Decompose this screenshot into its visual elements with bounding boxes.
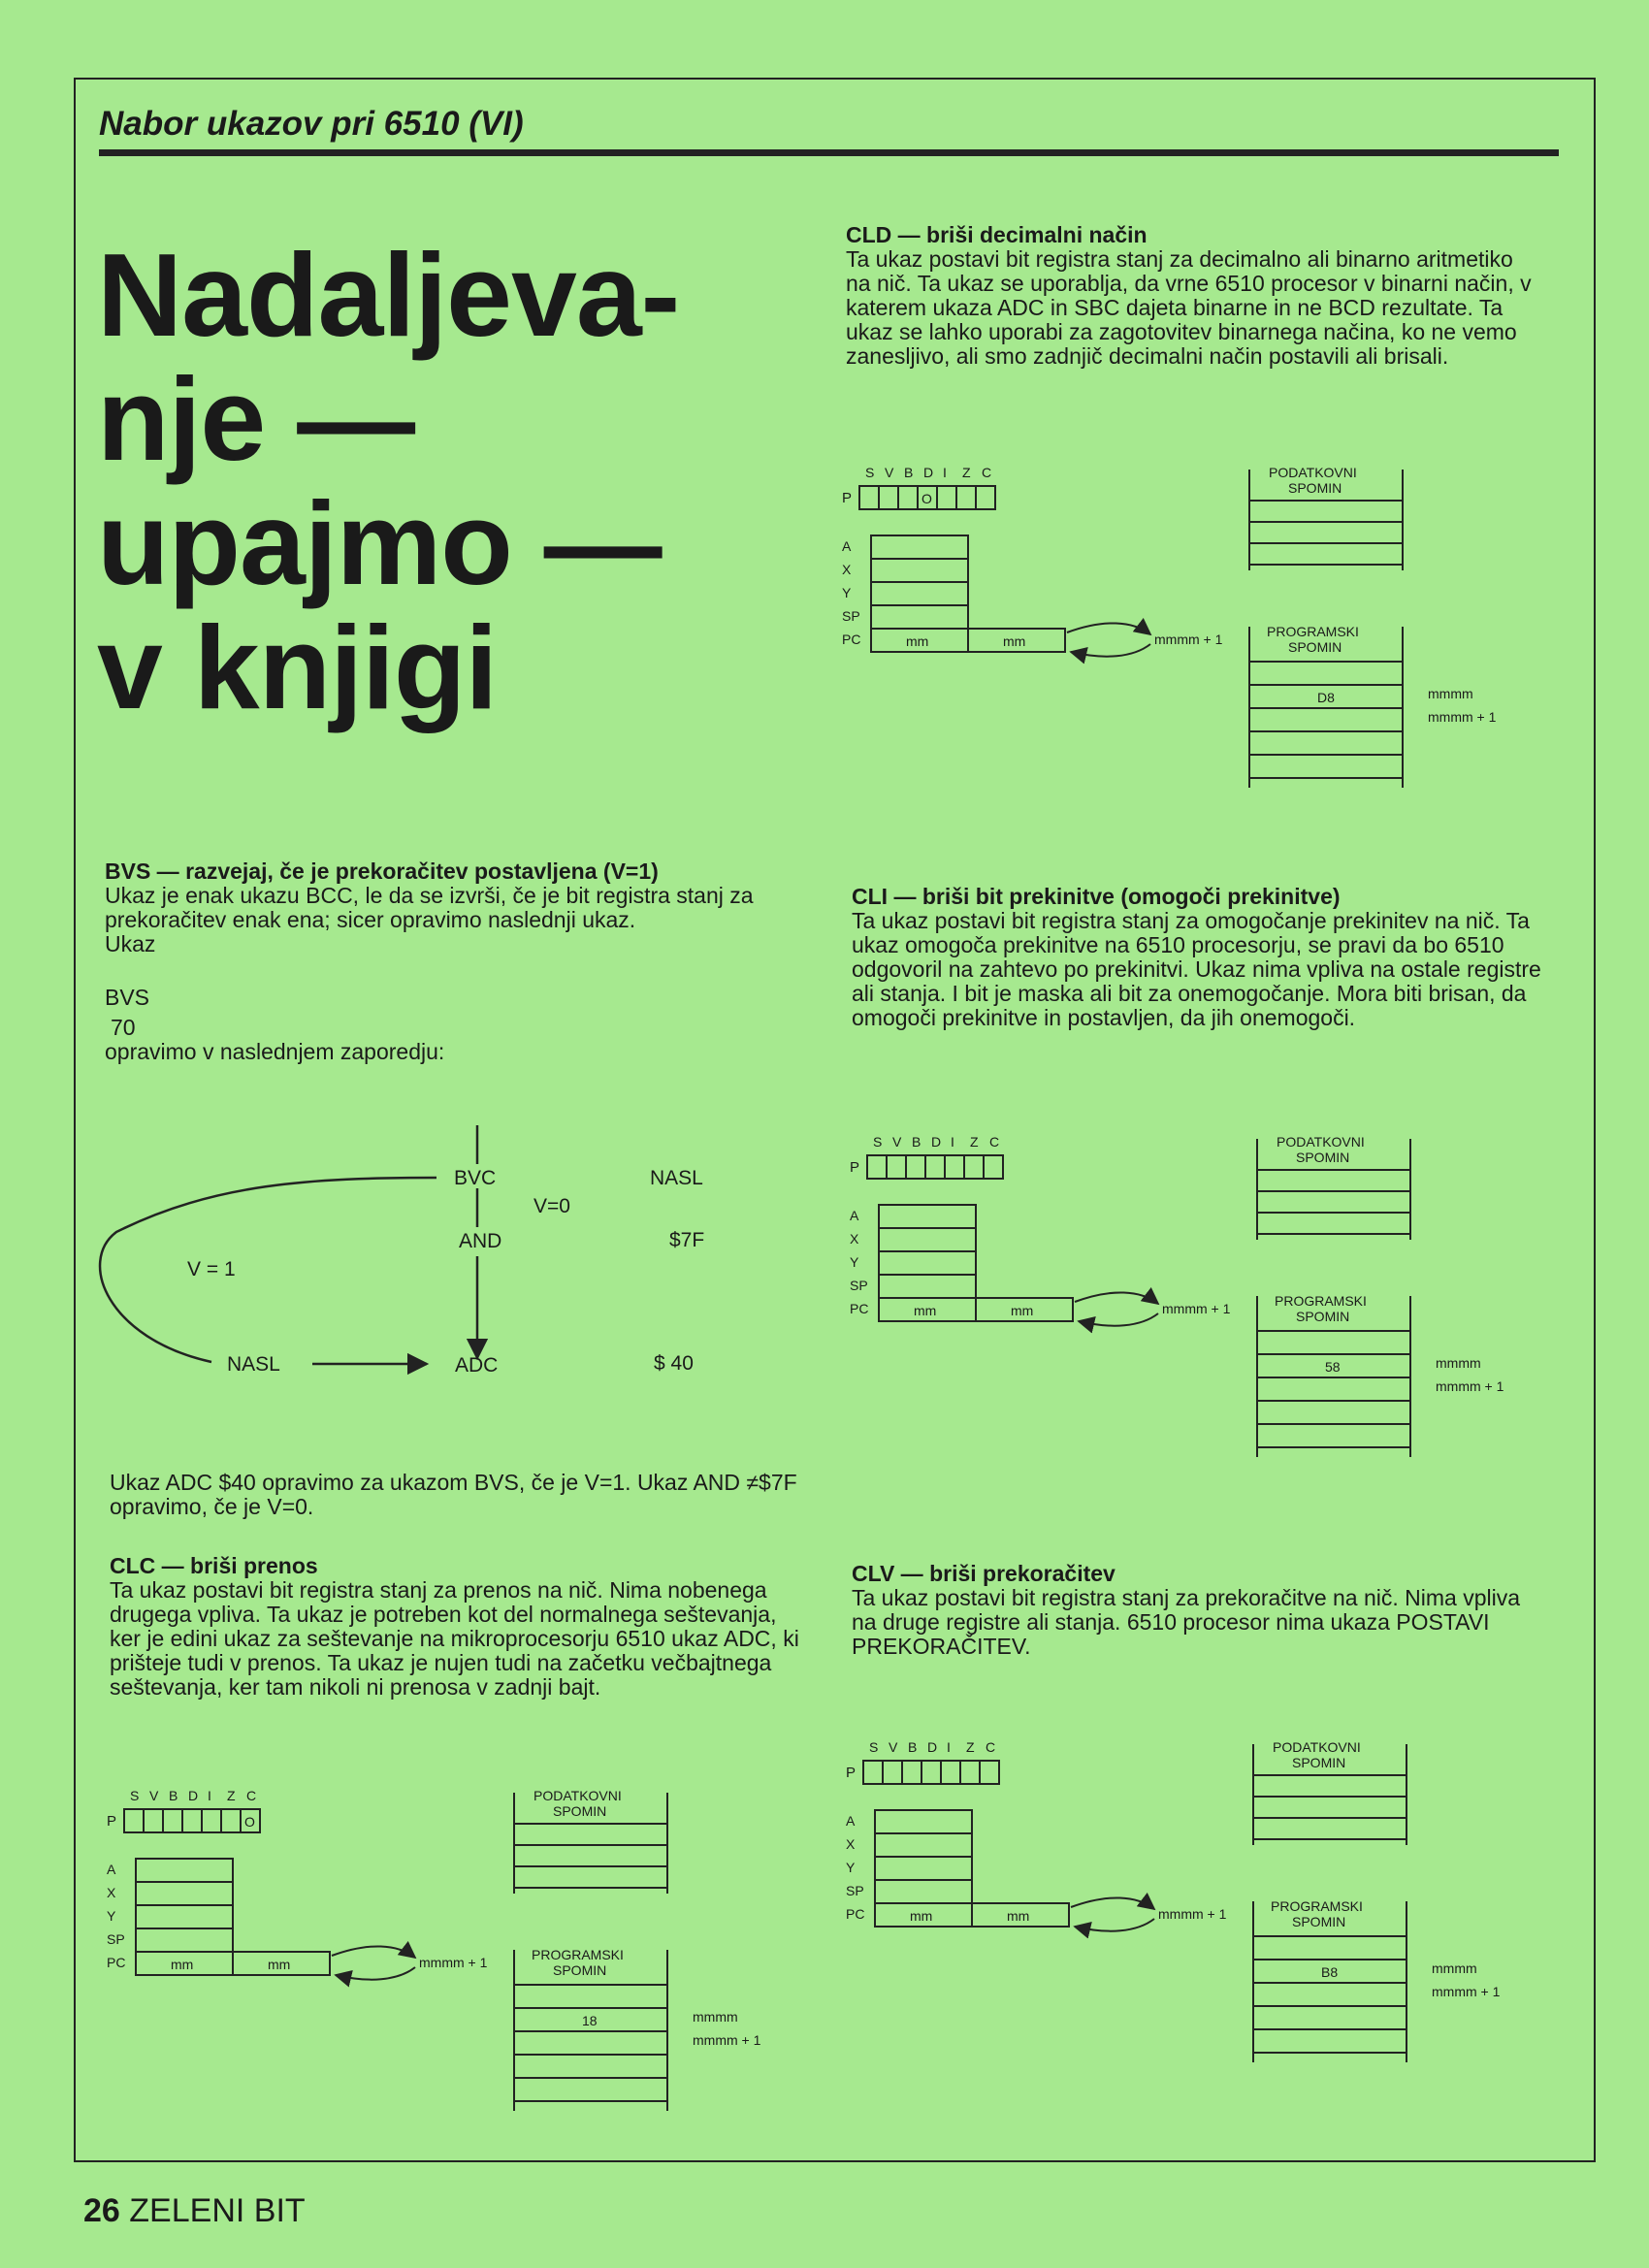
flag-label: I [208, 1788, 211, 1803]
status-bit-cell [937, 486, 956, 509]
register-label-pc: PC [107, 1955, 126, 1970]
register-cell [871, 605, 968, 629]
increment-arrow-out [332, 1946, 415, 1958]
pc-high: mm [910, 1908, 933, 1924]
register-label-y: Y [846, 1860, 856, 1875]
flag-label: C [246, 1788, 257, 1803]
register-cell [136, 1928, 233, 1952]
program-memory-label: PROGRAMSKI [1275, 1293, 1367, 1309]
register-label-pc: PC [850, 1301, 869, 1316]
status-bit-cell [221, 1809, 241, 1832]
increment-arrow-back [336, 1967, 415, 1980]
status-bit-cell [898, 486, 918, 509]
flag-label: D [923, 465, 934, 480]
cld-register-diagram [842, 462, 1540, 792]
status-bit-cell [202, 1809, 221, 1832]
address-label: mmmm [1436, 1355, 1481, 1371]
increment-arrow-back [1071, 644, 1150, 657]
register-label-a: A [850, 1208, 859, 1223]
main-title-line: upajmo — [97, 477, 662, 609]
register-label-p: P [842, 490, 853, 506]
flow-v1: V = 1 [187, 1258, 236, 1280]
flag-label: V [889, 1739, 898, 1755]
flow-adc: ADC [455, 1354, 499, 1377]
cld-section [846, 223, 1538, 369]
bvs-code-1: BVS [105, 985, 150, 1010]
flag-label: B [169, 1788, 178, 1803]
flag-label: C [982, 465, 992, 480]
register-cell [871, 582, 968, 605]
register-cell [136, 1905, 233, 1928]
register-label-p: P [107, 1813, 117, 1830]
pc-high: mm [171, 1957, 194, 1972]
status-bit-cell [182, 1809, 202, 1832]
register-cell [879, 1251, 976, 1275]
status-bit-cell [124, 1809, 144, 1832]
opcode-value: B8 [1321, 1964, 1339, 1980]
clv-section [852, 1562, 1544, 1659]
register-label-pc: PC [842, 632, 861, 647]
data-memory-sub: SPOMIN [1288, 480, 1342, 496]
status-bit-cell [941, 1761, 960, 1784]
increment-arrow-out [1075, 1292, 1158, 1304]
clc-section [110, 1554, 806, 1700]
flag-label: V [885, 465, 894, 480]
register-cell [136, 1859, 233, 1882]
header-rule [99, 149, 1559, 156]
cli-heading: CLI — briši bit prekinitve (omogoči prekinitve) [852, 884, 1341, 909]
status-bit-cell [887, 1155, 906, 1179]
register-label-x: X [107, 1885, 116, 1900]
main-title-line: nje — [97, 353, 415, 485]
data-memory-sub: SPOMIN [553, 1803, 607, 1819]
opcode-value: D8 [1317, 690, 1335, 705]
data-memory-sub: SPOMIN [1292, 1755, 1346, 1770]
flag-label: D [188, 1788, 199, 1803]
register-label-a: A [846, 1813, 856, 1829]
register-label-x: X [850, 1231, 859, 1247]
bvs-closing [110, 1471, 808, 1519]
address-next-label: mmmm + 1 [1436, 1378, 1504, 1394]
pc-increment-label: mmmm + 1 [419, 1955, 488, 1970]
page-number: 26 [83, 2192, 120, 2229]
increment-arrow-out [1071, 1897, 1154, 1909]
address-label: mmmm [1432, 1960, 1477, 1976]
register-cell [871, 535, 968, 559]
cli-section [852, 885, 1544, 1030]
program-memory-label: PROGRAMSKI [1267, 624, 1359, 639]
bvs-section [105, 859, 803, 1064]
flag-label: V [149, 1788, 159, 1803]
flow-col-7f: $7F [669, 1229, 705, 1251]
opcode-value: 58 [1325, 1359, 1341, 1375]
pc-low: mm [1003, 633, 1026, 649]
status-bit-value: O [244, 1814, 255, 1830]
status-bit-cell [163, 1809, 182, 1832]
register-label-sp: SP [842, 608, 860, 624]
opcode-value: 18 [582, 2013, 598, 2028]
program-memory-sub: SPOMIN [1288, 639, 1342, 655]
register-cell [875, 1810, 972, 1833]
register-cell [879, 1228, 976, 1251]
register-label-y: Y [842, 585, 852, 600]
flag-label: I [951, 1134, 954, 1150]
data-memory-sub: SPOMIN [1296, 1150, 1350, 1165]
flow-col-nasl: NASL [650, 1167, 703, 1189]
register-cell [136, 1882, 233, 1905]
pc-low: mm [268, 1957, 291, 1972]
header-title: Nabor ukazov pri 6510 (VI) [99, 105, 524, 143]
flag-label: Z [227, 1788, 236, 1803]
register-label-y: Y [850, 1254, 859, 1270]
flow-nasl-left: NASL [227, 1353, 280, 1376]
flag-label: S [873, 1134, 883, 1150]
program-memory-sub: SPOMIN [1296, 1309, 1350, 1324]
flag-label: I [943, 465, 947, 480]
register-cell [875, 1880, 972, 1903]
cli-register-diagram [850, 1131, 1548, 1461]
pc-high: mm [914, 1303, 937, 1318]
clv-register-diagram [846, 1736, 1544, 2066]
register-label-p: P [850, 1159, 860, 1176]
status-bit-cell [879, 486, 898, 509]
main-title-line: Nadaljeva- [97, 229, 680, 361]
pc-low: mm [1007, 1908, 1030, 1924]
status-bit-cell [980, 1761, 999, 1784]
register-label-sp: SP [850, 1278, 868, 1293]
flag-label: I [947, 1739, 951, 1755]
clv-heading: CLV — briši prekoračitev [852, 1561, 1116, 1586]
status-bit-cell [144, 1809, 163, 1832]
flag-label: B [908, 1739, 918, 1755]
bvs-flow-diagram [97, 1116, 757, 1397]
flag-label: B [912, 1134, 922, 1150]
data-memory-label: PODATKOVNI [1269, 465, 1357, 480]
register-cell [875, 1857, 972, 1880]
increment-arrow-back [1075, 1919, 1154, 1931]
flow-and: AND [459, 1230, 502, 1252]
flag-label: S [130, 1788, 140, 1803]
status-bit-cell [867, 1155, 887, 1179]
status-bit-cell [976, 486, 995, 509]
flag-label: D [931, 1134, 942, 1150]
flow-v0: V=0 [534, 1195, 570, 1217]
status-bit-cell [922, 1761, 941, 1784]
flow-bvc: BVC [454, 1167, 497, 1189]
register-label-sp: SP [107, 1931, 125, 1947]
flag-label: S [865, 465, 875, 480]
flag-label: C [986, 1739, 996, 1755]
clv-body: Ta ukaz postavi bit registra stanj za prekoračitve na nič. Nima vpliva na druge registre ali stanja. 6510 procesor nima ukaza POSTAVI PREKORAČITEV. [852, 1585, 1521, 1659]
pc-increment-label: mmmm + 1 [1158, 1906, 1227, 1922]
register-label-x: X [846, 1836, 856, 1852]
bvs-after: opravimo v naslednjem zaporedju: [105, 1039, 445, 1064]
flag-label: B [904, 465, 914, 480]
register-cell [879, 1205, 976, 1228]
cli-body: Ta ukaz postavi bit registra stanj za omogočanje prekinitev na nič. Ta ukaz omogoča prekinitve na 6510 procesorju, se pravi da bo 6510 odgovoril na zahtevo po prekinitvi. Ukaz nima vpliva na ostale registre ali stanja. I bit je maska ali bit za onemogočanje. Mora biti brisan, da omogoči prekinitve in postavljen, da jih onemogoči. [852, 908, 1541, 1030]
main-title [97, 229, 680, 733]
data-memory-label: PODATKOVNI [1277, 1134, 1365, 1150]
bvs-code-2: 70 [111, 1015, 136, 1040]
address-next-label: mmmm + 1 [693, 2032, 761, 2048]
clc-body: Ta ukaz postavi bit registra stanj za prenos na nič. Nima nobenega drugega vpliva. Ta ukaz je potreben kot del normalnega seštevanja, ker je edini ukaz za seštevanje na mikroprocesorju 6510 ukaz ADC, ki prišteje tudi v prenos. Ta ukaz je nujen tudi na začetku večbajtnega seštevanja, ker tam nikoli ni prenosa v zadnji bajt. [110, 1577, 799, 1700]
address-next-label: mmmm + 1 [1428, 709, 1497, 725]
status-bit-cell [956, 486, 976, 509]
increment-arrow-back [1079, 1313, 1158, 1326]
register-label-p: P [846, 1765, 857, 1781]
status-bit-value: O [922, 491, 932, 506]
register-label-a: A [842, 538, 852, 554]
status-bit-cell [945, 1155, 964, 1179]
status-bit-cell [984, 1155, 1003, 1179]
flag-label: C [989, 1134, 1000, 1150]
flow-col-40: $ 40 [654, 1352, 694, 1375]
bvs-closing-text: Ukaz ADC $40 opravimo za ukazom BVS, če je V=1. Ukaz AND ≠$7F opravimo, če je V=0. [110, 1470, 797, 1519]
flag-label: Z [966, 1739, 975, 1755]
register-label-y: Y [107, 1908, 116, 1924]
register-label-a: A [107, 1862, 116, 1877]
status-bit-cell [883, 1761, 902, 1784]
program-memory-sub: SPOMIN [553, 1962, 607, 1978]
page-footer [83, 2192, 306, 2230]
address-label: mmmm [1428, 686, 1473, 701]
address-next-label: mmmm + 1 [1432, 1984, 1501, 1999]
program-memory-sub: SPOMIN [1292, 1914, 1346, 1929]
data-memory-label: PODATKOVNI [534, 1788, 622, 1803]
register-cell [879, 1275, 976, 1298]
register-label-x: X [842, 562, 852, 577]
pc-low: mm [1011, 1303, 1034, 1318]
magazine-name: ZELENI BIT [129, 2192, 306, 2229]
register-cell [875, 1833, 972, 1857]
status-bit-cell [863, 1761, 883, 1784]
status-bit-cell [906, 1155, 925, 1179]
status-bit-cell [902, 1761, 922, 1784]
flag-label: D [927, 1739, 938, 1755]
status-bit-cell [925, 1155, 945, 1179]
bvs-body: Ukaz je enak ukazu BCC, le da se izvrši, če je bit registra stanj za prekoračitev enak ena; sicer opravimo naslednji ukaz. [105, 883, 754, 932]
main-title-line: v knjigi [97, 601, 498, 733]
increment-arrow-out [1067, 623, 1150, 634]
register-label-sp: SP [846, 1883, 864, 1898]
program-memory-label: PROGRAMSKI [532, 1947, 624, 1962]
status-bit-cell [859, 486, 879, 509]
clc-register-diagram [107, 1785, 805, 2115]
bvs-ukaz: Ukaz [105, 931, 156, 956]
register-cell [871, 559, 968, 582]
address-label: mmmm [693, 2009, 738, 2025]
flag-label: S [869, 1739, 879, 1755]
register-label-pc: PC [846, 1906, 865, 1922]
program-memory-label: PROGRAMSKI [1271, 1898, 1363, 1914]
pc-high: mm [906, 633, 929, 649]
pc-increment-label: mmmm + 1 [1162, 1301, 1231, 1316]
flag-label: Z [962, 465, 971, 480]
status-bit-cell [960, 1761, 980, 1784]
flag-label: Z [970, 1134, 979, 1150]
cld-body: Ta ukaz postavi bit registra stanj za decimalno ali binarno aritmetiko na nič. Ta ukaz se uporablja, da vrne 6510 procesor v binarni način, v katerem ukaza ADC in SBC dajeta binarne in ne BCD rezultate. Ta ukaz se lahko uporabi za zagotovitev binarnega načina, ko ne vemo zanesljivo, ali smo zadnjič decimalni način postavili ali brisali. [846, 246, 1532, 369]
pc-increment-label: mmmm + 1 [1154, 632, 1223, 647]
flag-label: V [892, 1134, 902, 1150]
status-bit-cell [964, 1155, 984, 1179]
cld-heading: CLD — briši decimalni način [846, 222, 1148, 247]
data-memory-label: PODATKOVNI [1273, 1739, 1361, 1755]
clc-heading: CLC — briši prenos [110, 1553, 318, 1578]
bvs-heading: BVS — razvejaj, če je prekoračitev postavljena (V=1) [105, 859, 659, 884]
